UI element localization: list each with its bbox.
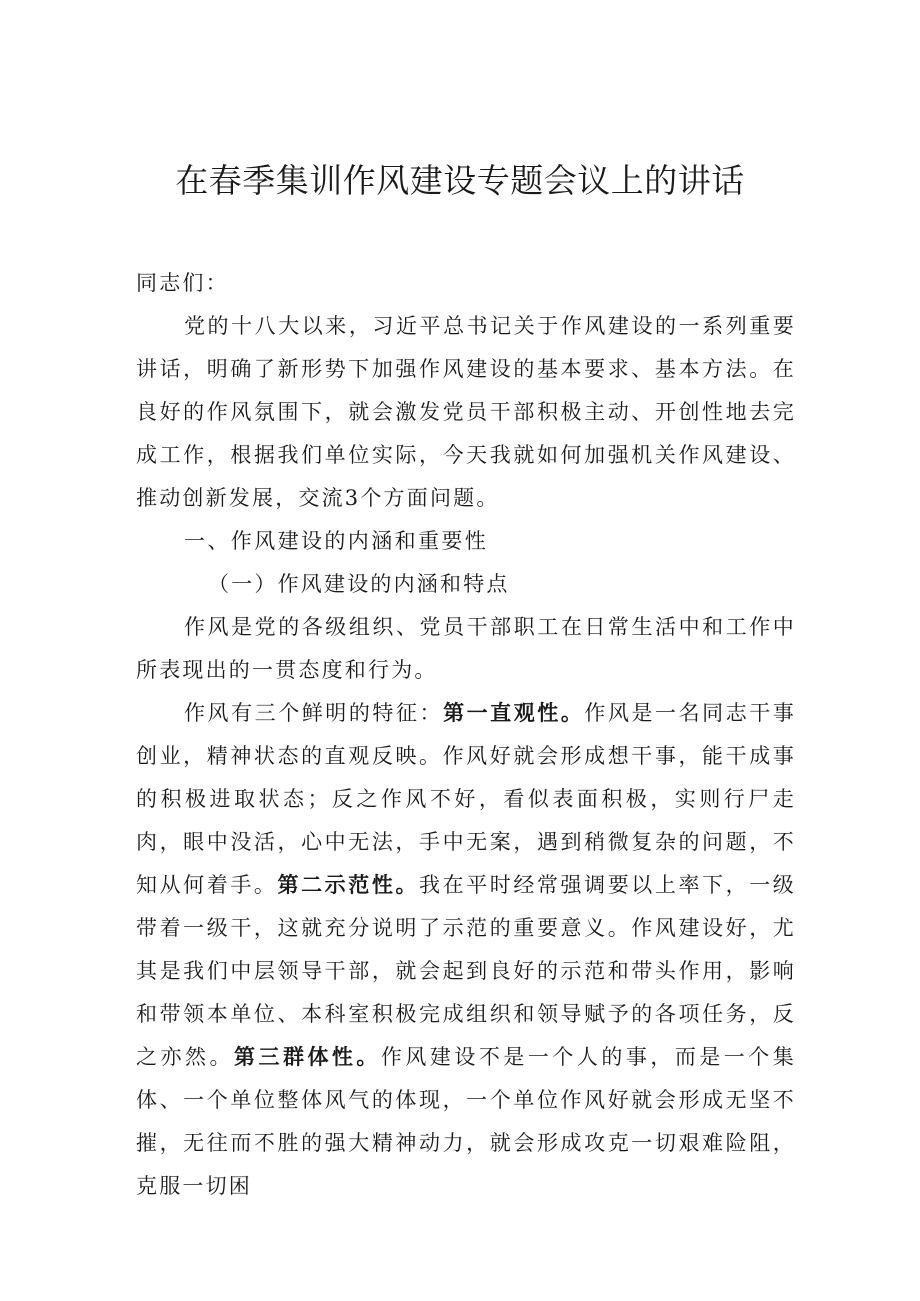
feature-1-text: 作风是一名同志干事创业，精神状态的直观反映。作风好就会形成想干事，能干成事的积极进取状态；反之作风不好，看似表面积极，实则行尸走肉，眼中没活，心中无法，手中无案，遇到稍微复杂的问题，不知从何着手。 [136,701,796,897]
features-lead: 作风有三个鲜明的特征： [184,701,444,725]
document-body [136,262,796,1208]
salutation: 同志们： [136,271,229,295]
feature-2-text: 我在平时经常强调要以上率下，一级带着一级干，这就充分说明了示范的重要意义。作风建设好，尤其是我们中层领导干部，就会起到良好的示范和带头作用，影响和带领本单位、本科室积极完成组织和领导赋予的各项任务，反之亦然。 [136,873,797,1069]
subsection-heading: （一）作风建设的内涵和特点 [208,572,510,596]
definition-paragraph: 作风是党的各级组织、党员干部职工在日常生活中和工作中所表现出的一贯态度和行为。 [136,615,796,682]
feature-3-title: 第三群体性。 [233,1045,381,1069]
feature-3-text: 作风建设不是一个人的事，而是一个集体、一个单位整体风气的体现，一个单位作风好就会形成无坚不摧，无往而不胜的强大精神动力，就会形成攻克一切艰难险阻，克服一切困 [136,1045,796,1198]
feature-1-title: 第一直观性。 [443,701,585,725]
document-title: 在春季集训作风建设专题会议上的讲话 [175,161,745,200]
feature-2-title: 第二示范性。 [277,873,420,897]
features-paragraph [136,692,796,1208]
intro-paragraph: 党的十八大以来，习近平总书记关于作风建设的一系列重要讲话，明确了新形势下加强作风建设的基本要求、基本方法。在良好的作风氛围下，就会激发党员干部积极主动、开创性地去完成工作，根据我们单位实际，今天我就如何加强机关作风建设、推动创新发展，交流3个方面问题。 [136,314,796,510]
section-heading: 一、作风建设的内涵和重要性 [184,529,489,553]
